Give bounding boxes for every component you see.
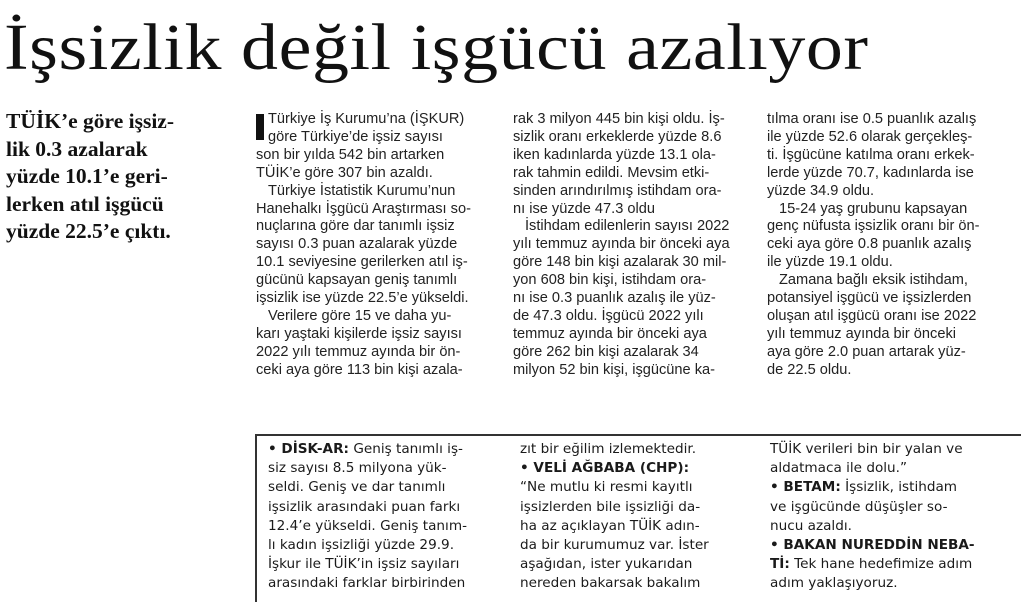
text-line: ve işgücünde düşüşler so- bbox=[770, 498, 948, 515]
text-line: seldi. Geniş ve dar tanımlı bbox=[268, 479, 446, 496]
text-line bbox=[770, 478, 975, 497]
text-line: Türkiye İş Kurumu’na (İŞKUR) bbox=[268, 111, 465, 127]
text-line: yon 608 bin kişi, istihdam ora- bbox=[513, 272, 707, 289]
deck-line: yüzde 22.5’e çıktı. bbox=[6, 219, 171, 243]
text-line: aşağıdan, ister yukarıdan bbox=[520, 556, 693, 573]
text-line: rak tahmin edildi. Mevsim etki- bbox=[513, 164, 710, 181]
text-line: nuçlarına göre dar tanımlı işsiz bbox=[256, 218, 455, 235]
text-line: zıt bir eğilim izlemektedir. bbox=[520, 441, 697, 457]
text-span: İşsizlik, istihdam bbox=[845, 479, 958, 496]
text-line: nı ise 0.3 puanlık azalış ile yüz- bbox=[513, 290, 716, 307]
text-line: de 47.3 oldu. İşgücü 2022 yılı bbox=[513, 307, 704, 324]
text-line: de 22.5 oldu. bbox=[767, 361, 852, 378]
deck-line: lik 0.3 azalarak bbox=[6, 136, 148, 161]
text-line: Zamana bağlı eksik istihdam, bbox=[779, 272, 968, 289]
text-line: ti. İşgücüne katılma oranı erkek- bbox=[767, 146, 975, 163]
text-line bbox=[770, 555, 975, 574]
text-line: 15-24 yaş grubunu kapsayan bbox=[779, 200, 968, 217]
text-line: aldatmaca ile dolu.” bbox=[770, 460, 908, 477]
text-line: nereden bakarsak bakalım bbox=[520, 575, 701, 592]
text-line: sayısı 0.3 puan azalarak yüzde bbox=[256, 236, 458, 253]
text-span: Tek hane hedefimize adım bbox=[794, 556, 973, 573]
text-line: ceki aya göre 113 bin kişi azala- bbox=[256, 361, 463, 378]
text-line: işsizlik arasındaki puan farkı bbox=[268, 498, 461, 515]
speaker-label: • DİSK-AR: bbox=[268, 441, 349, 457]
text-line: karı yaştaki kişilerde işsiz sayısı bbox=[256, 325, 462, 342]
text-line: oluşan atıl işgücü oranı ise 2022 bbox=[767, 307, 977, 324]
text-line: İstihdam edilenlerin sayısı 2022 bbox=[525, 218, 730, 235]
text-line: potansiyel işgücü ve işsizlerden bbox=[767, 290, 972, 307]
deck-line: TÜİK’e göre işsiz- bbox=[6, 109, 174, 133]
speaker-label: • VELİ AĞBABA (CHP): bbox=[520, 460, 690, 477]
text-line: işsizlik ise yüzde 22.5’e yükseldi. bbox=[256, 290, 469, 307]
text-line: yüzde 34.9 oldu. bbox=[767, 182, 875, 199]
deck-line: lerken atıl işgücü bbox=[6, 191, 164, 216]
text-line: sizlik oranı erkeklerde yüzde 8.6 bbox=[513, 128, 722, 145]
text-line: nı ise yüzde 47.3 oldu bbox=[513, 200, 655, 217]
text-line: yılı temmuz ayında bir önceki aya bbox=[513, 236, 730, 253]
text-line: nucu azaldı. bbox=[770, 517, 852, 534]
text-line: ile yüzde 52.6 olarak gerçekleş- bbox=[767, 128, 973, 145]
text-line: göre Türkiye’de işsiz sayısı bbox=[268, 128, 443, 145]
text-line: milyon 52 bin kişi, işgücüne ka- bbox=[513, 361, 715, 378]
text-line: İşkur ile TÜİK’in işsiz sayıları bbox=[268, 556, 460, 573]
text-line: göre 148 bin kişi azalarak 30 mil- bbox=[513, 254, 727, 271]
text-line: gücünü kapsayan geniş tanımlı bbox=[256, 272, 458, 289]
text-line: işsizlerden bile işsizliği da- bbox=[520, 498, 701, 515]
text-line bbox=[268, 440, 467, 459]
text-line: “Ne mutlu ki resmi kayıtlı bbox=[520, 479, 693, 496]
text-line: ha az açıklayan TÜİK adın- bbox=[520, 517, 700, 534]
text-line: ceki aya göre 0.8 puanlık azalış bbox=[767, 236, 972, 253]
text-line: sinden arındırılmış istihdam ora- bbox=[513, 182, 722, 199]
text-line bbox=[770, 536, 975, 555]
text-line: 2022 yılı temmuz ayında bir ön- bbox=[256, 343, 461, 360]
text-line: aya göre 2.0 puan artarak yüz- bbox=[767, 343, 966, 360]
text-line: Verilere göre 15 ve daha yu- bbox=[268, 307, 452, 324]
text-line: Hanehalkı İşgücü Araştırması so- bbox=[256, 200, 471, 217]
deck-line: yüzde 10.1’e geri- bbox=[6, 164, 168, 188]
text-line: TÜİK verileri bin bir yalan ve bbox=[770, 441, 963, 457]
text-line: temmuz ayında bir önceki aya bbox=[513, 325, 707, 342]
text-span: Geniş tanımlı iş- bbox=[353, 441, 463, 457]
text-line: da bir kurumumuz var. İster bbox=[520, 537, 709, 554]
text-line: lerde yüzde 70.7, kadınlarda ise bbox=[767, 164, 974, 181]
reactions-column-2 bbox=[520, 440, 709, 594]
text-line: arasındaki farklar birbirinden bbox=[268, 575, 466, 592]
text-line: göre 262 bin kişi azalarak 34 bbox=[513, 343, 699, 360]
article-column-1 bbox=[256, 111, 500, 380]
reactions-column-3 bbox=[770, 440, 975, 594]
text-line: adım yaklaşıyoruz. bbox=[770, 575, 898, 592]
speaker-label: Tİ: bbox=[770, 556, 790, 573]
speaker-label: • BETAM: bbox=[770, 479, 841, 496]
article-column-3 bbox=[767, 111, 1012, 380]
text-line: siz sayısı 8.5 milyona yük- bbox=[268, 460, 447, 477]
text-line: yılı temmuz ayında bir önceki bbox=[767, 325, 956, 342]
text-line bbox=[520, 459, 709, 478]
text-line: rak 3 milyon 445 bin kişi oldu. İş- bbox=[513, 111, 725, 127]
article-column-2 bbox=[513, 111, 758, 380]
text-line: iken kadınlarda yüzde 13.1 ola- bbox=[513, 146, 716, 163]
headline: İşsizlik değil işgücü azalıyor bbox=[4, 11, 869, 84]
text-line: Türkiye İstatistik Kurumu’nun bbox=[268, 182, 456, 199]
text-line: son bir yılda 542 bin artarken bbox=[256, 146, 445, 163]
text-line: genç nüfusta işsizlik oranı bir ön- bbox=[767, 218, 980, 235]
text-line: 10.1 seviyesine gerilerken atıl iş- bbox=[256, 254, 468, 271]
reactions-column-1 bbox=[268, 440, 467, 594]
text-line: 12.4’e yükseldi. Geniş tanım- bbox=[268, 517, 467, 534]
speaker-label: • BAKAN NUREDDİN NEBA- bbox=[770, 537, 975, 554]
text-line: TÜİK’e göre 307 bin azaldı. bbox=[256, 164, 433, 181]
text-line: ile yüzde 19.1 oldu. bbox=[767, 254, 893, 271]
deck-summary bbox=[6, 108, 216, 246]
text-line: tılma oranı ise 0.5 puanlık azalış bbox=[767, 111, 977, 127]
text-line: lı kadın işsizliği yüzde 29.9. bbox=[268, 537, 455, 554]
